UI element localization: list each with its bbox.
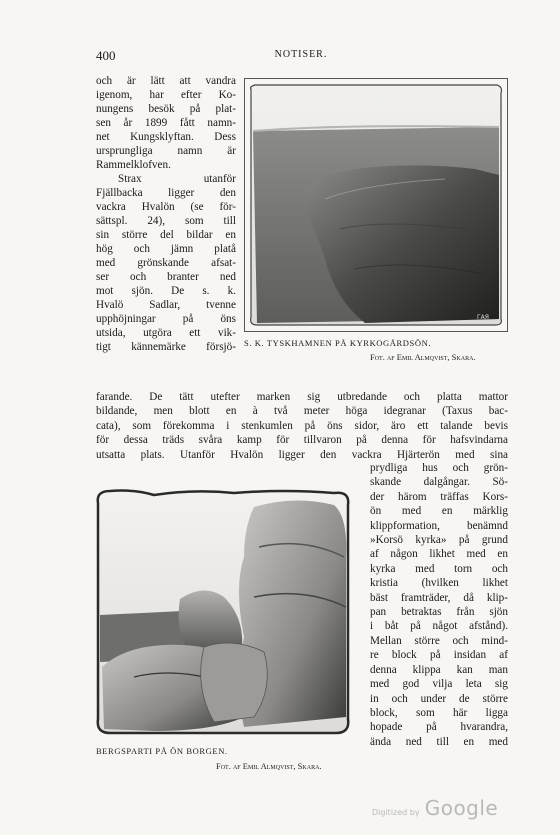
text-line: in och under de större	[370, 692, 508, 705]
text-line: »Korsö kyrka» på grund	[370, 534, 508, 547]
google-logo: Google	[424, 796, 499, 820]
text-line: der härom träffas Kors-	[370, 490, 508, 503]
running-title: NOTISER.	[274, 49, 328, 60]
text-line: Strax utanför	[118, 173, 236, 185]
text-line: med grönskande afsat-	[96, 257, 236, 269]
text-line: för dessa träds svåra kamp för tillvaron på denna för hafsvindarna	[96, 434, 508, 447]
svg-text:ГАЯ: ГАЯ	[320, 720, 332, 727]
text-line: nungens besök på plat-	[96, 103, 236, 115]
text-line: net Kungsklyftan. Dess	[96, 131, 236, 143]
text-line: mot sjön. De s. k.	[96, 285, 236, 297]
digitized-by-google-watermark	[372, 796, 498, 820]
text-line: denna klippa kan man	[370, 663, 508, 676]
text-line: re block på insidan af	[370, 649, 508, 662]
text-line: utsatta plats. Utanför Hvalön ligger den vackra Hjärterön med sina	[96, 448, 508, 461]
text-line: Hvalö Sadlar, tvenne	[96, 299, 236, 311]
text-line: block, som här ligga	[370, 706, 508, 719]
text-line: ända ned till en med	[370, 735, 508, 748]
text-line: Rammelklofven.	[96, 159, 171, 171]
text-line: prydliga hus och grön-	[370, 462, 508, 474]
text-line: tigt kännemärke försjö-	[96, 341, 236, 353]
text-line: pan betraktas från sjön	[370, 606, 508, 619]
left-column-text	[96, 74, 236, 354]
text-line: Fjällbacka ligger den	[96, 187, 236, 199]
text-line: ursprungliga namn är	[96, 145, 236, 157]
text-line: igenom, har efter Ko-	[96, 89, 236, 101]
page-number: 400	[96, 48, 116, 63]
text-line: med god vilja leta sig	[370, 678, 508, 691]
watermark-prefix: Digitized by	[372, 808, 420, 817]
text-line: vackra Hvalön (se för-	[96, 201, 236, 213]
page-header	[96, 48, 506, 64]
figure1-caption: S. K. TYSKHAMNEN PÅ KYRKOGÅRDSÖN.	[244, 338, 432, 348]
text-line: cata), som förekomma i stenkumlen på öns sidor, äro ett talande bevis	[96, 419, 508, 432]
figure1-credit: Fot. af Emil Almqvist, Skara.	[370, 352, 476, 362]
photo-tyskhamnen-image	[245, 79, 507, 331]
text-line: kyrka med torn och	[370, 562, 508, 575]
text-line: upphöjningar på öns	[96, 313, 236, 325]
text-line: utsida, utgöra ett vik-	[96, 327, 236, 339]
svg-text:ГАЯ: ГАЯ	[477, 314, 489, 321]
text-line: hög och jämn platå	[96, 243, 236, 255]
full-width-text	[96, 390, 508, 462]
text-line: ser och branter ned	[96, 271, 236, 283]
text-line: sin större del bildar en	[96, 229, 236, 241]
text-line: skande dalgångar. Sö-	[370, 476, 508, 489]
text-line: bildande, men blott en à två meter höga idegranar (Taxus bac-	[96, 405, 508, 418]
text-line: och är lätt att vandra	[96, 75, 236, 87]
text-line: bäst framträder, då klip-	[370, 591, 508, 604]
text-line: sen år 1899 fått namn-	[96, 117, 236, 129]
photo-bergsparti	[94, 487, 352, 737]
figure2-credit: Fot. af Emil Almqvist, Skara.	[216, 761, 322, 771]
figure2-caption: BERGSPARTI PÅ ÖN BORGEN.	[96, 746, 228, 756]
photo-bergsparti-image	[94, 487, 352, 737]
text-line: sättspl. 24), som till	[96, 215, 236, 227]
text-line: af någon likhet med en	[370, 548, 508, 561]
text-line: farande. De tätt utefter marken sig utbredande och platta mattor	[96, 391, 508, 403]
text-line: ön med en märklig	[370, 505, 508, 518]
photo-tyskhamnen	[244, 78, 508, 332]
right-column-text	[370, 461, 508, 749]
text-line: kristia (hvilken likhet	[370, 577, 508, 590]
text-line: klippformation, benämnd	[370, 519, 508, 532]
text-line: Mellan större och mind-	[370, 634, 508, 647]
text-line: hopade på hvarandra,	[370, 721, 508, 734]
text-line: i båt på något afstånd).	[370, 620, 508, 633]
